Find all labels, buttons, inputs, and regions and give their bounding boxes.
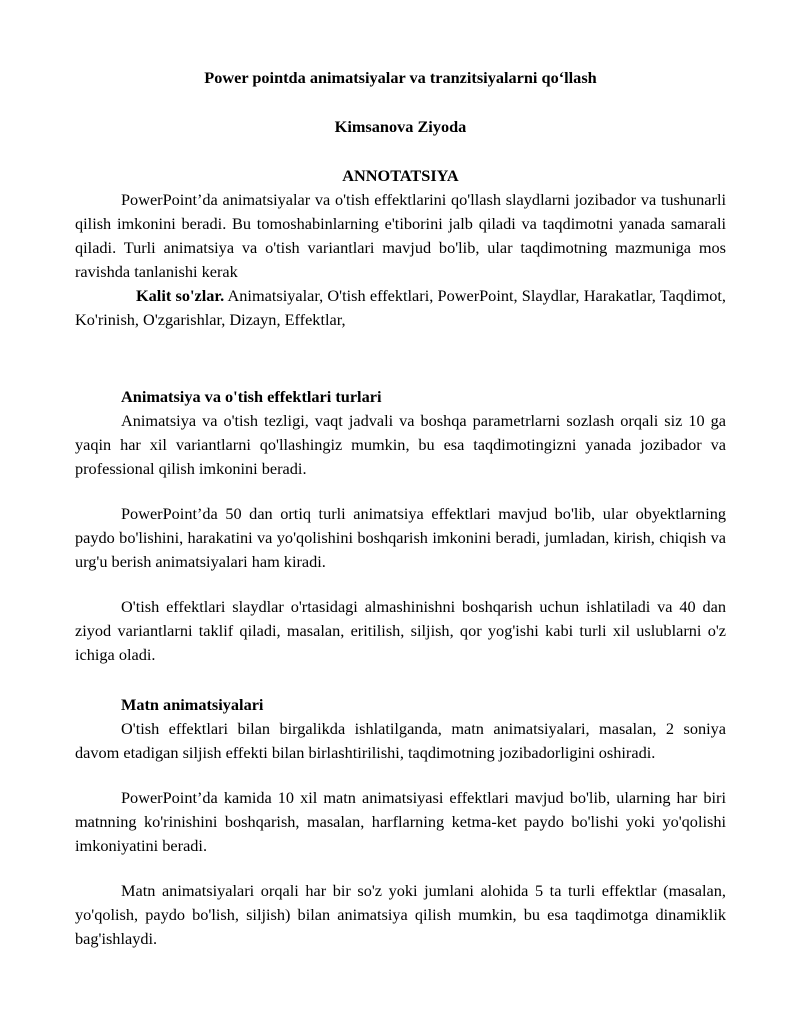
annotation-heading: ANNOTATSIYA — [342, 166, 459, 185]
author-name: Kimsanova Ziyoda — [334, 117, 467, 136]
section-heading-animation-types: Animatsiya va o'tish effektlari turlari — [121, 387, 382, 406]
section-2-paragraph-1: O'tish effektlari bilan birgalikda ishlatilganda, matn animatsiyalari, masalan, 2 soniya davom etadigan siljish effekti bilan birlashtirilishi, taqdimotning jozibadorligini oshiradi. — [75, 719, 726, 762]
document-page — [75, 66, 726, 951]
document-title: Power pointda animatsiyalar va tranzitsiyalarni qo‘llash — [204, 68, 597, 87]
section-2-paragraph-2: PowerPoint’da kamida 10 xil matn animatsiyasi effektlari mavjud bo'lib, ularning har biri matnning ko'rinishini boshqarish, masalan, harflarning ketma-ket paydo bo'lishi yoki yo'qolishi imkoniyatini beradi. — [75, 788, 726, 855]
section-1-paragraph-1: Animatsiya va o'tish tezligi, vaqt jadvali va boshqa parametrlarni sozlash orqali siz 10 ga yaqin har xil variantlarni qo'llashingiz mumkin, bu esa taqdimotingizni yanada jozibador va professional qilish imkonini beradi. — [75, 411, 726, 478]
section-1-paragraph-2: PowerPoint’da 50 dan ortiq turli animatsiya effektlari mavjud bo'lib, ular obyektlarning paydo bo'lishini, harakatini va yo'qolishini boshqarish imkonini beradi, jumladan, kirish, chiqish va urg'u berish animatsiyalari ham kiradi. — [75, 504, 726, 571]
keywords-label: Kalit so'zlar. — [136, 286, 225, 305]
annotation-text: PowerPoint’da animatsiyalar va o'tish effektlarini qo'llash slaydlarni jozibador va tushunarli qilish imkonini beradi. Bu tomoshabinlarning e'tiborini jalb qiladi va taqdimotni yanada samarali qiladi. Turli animatsiya va o'tish variantlari mavjud bo'lib, ular taqdimotning mazmuniga mos ravishda tanlanishi kerak — [75, 190, 726, 281]
keywords-text: Animatsiyalar, O'tish effektlari, PowerPoint, Slaydlar, Harakatlar, Taqdimot, Ko'rinish, O'zgarishlar, Dizayn, Effektlar, — [75, 286, 726, 329]
section-heading-text-animations: Matn animatsiyalari — [121, 695, 264, 714]
section-2-paragraph-3: Matn animatsiyalari orqali har bir so'z yoki jumlani alohida 5 ta turli effektlar (masalan, yo'qolish, paydo bo'lish, siljish) bilan animatsiya qilish mumkin, bu esa taqdimotga dinamiklik bag'ishlaydi. — [75, 881, 726, 948]
section-1-paragraph-3: O'tish effektlari slaydlar o'rtasidagi almashinishni boshqarish uchun ishlatiladi va 40 dan ziyod variantlarni taklif qiladi, masalan, eritilish, siljish, qor yog'ishi kabi turli xil uslublarni o'z ichiga oladi. — [75, 597, 726, 664]
keywords-paragraph — [75, 284, 726, 332]
